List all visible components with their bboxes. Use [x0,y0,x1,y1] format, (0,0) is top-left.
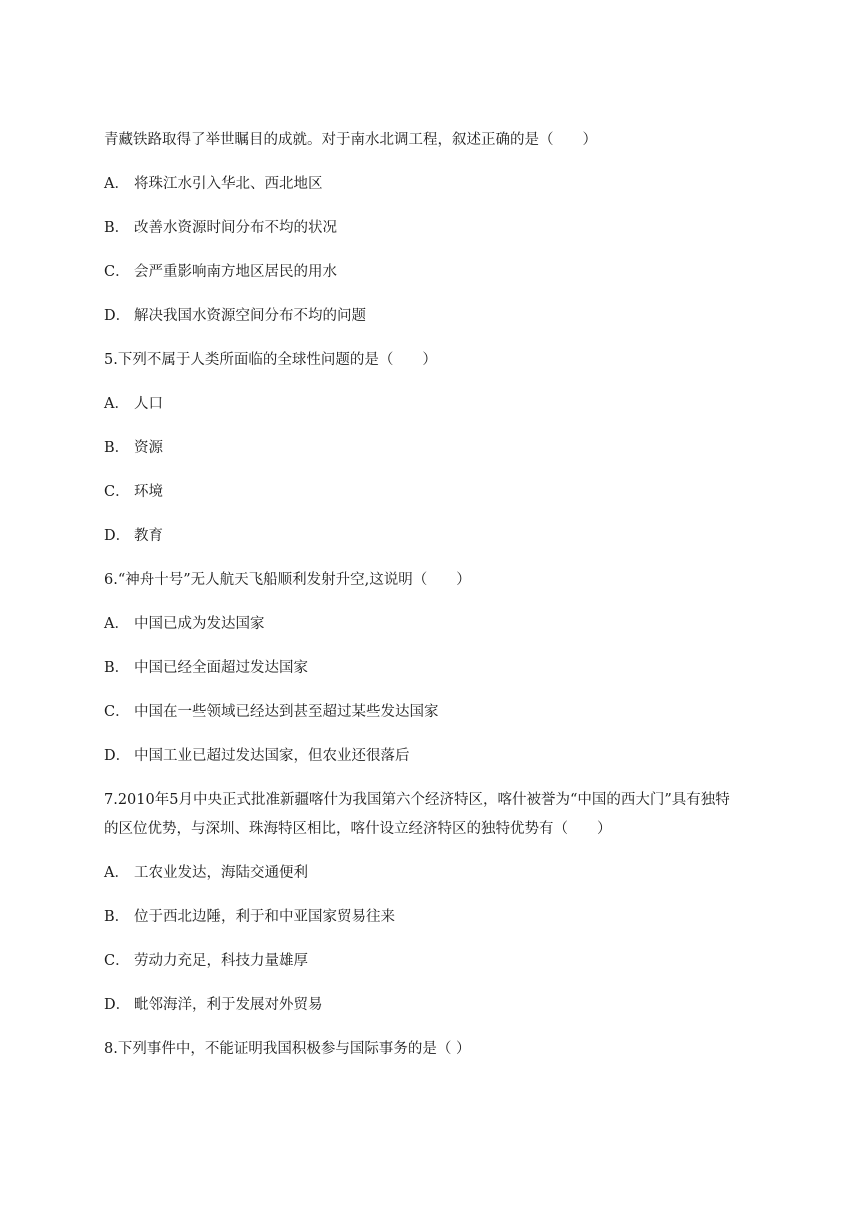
question-7-stem-line-1: 7.2010年5月中央正式批准新疆喀什为我国第六个经济特区，喀什被誉为“中国的西大门”具有独特 [104,792,730,808]
option-text: 毗邻海洋，利于发展对外贸易 [134,997,323,1013]
question-7-stem-line-2: 的区位优势，与深圳、珠海特区相比，喀什设立经济特区的独特优势有（ ） [104,821,612,837]
option-text: 中国工业已超过发达国家，但农业还很落后 [134,748,410,764]
option-letter: C． [104,704,130,720]
option-letter: D． [104,528,131,544]
option-letter: D． [104,748,131,764]
option-letter: C． [104,264,130,280]
option-letter: B． [104,909,130,925]
option-letter: C． [104,484,130,500]
option-letter: B． [104,440,130,456]
option-text: 解决我国水资源空间分布不均的问题 [134,308,366,324]
question-6-stem: 6.“神舟十号”无人航天飞船顺利发射升空,这说明（ ） [104,572,471,588]
option-text: 环境 [134,484,163,500]
option-letter: D． [104,308,131,324]
question-4-stem: 青藏铁路取得了举世瞩目的成就。对于南水北调工程，叙述正确的是（ ） [104,132,597,148]
q7-option-b [104,907,395,927]
question-8-stem: 8.下列事件中，不能证明我国积极参与国际事务的是（ ） [104,1041,471,1057]
option-letter: B． [104,660,130,676]
option-text: 中国在一些领域已经达到甚至超过某些发达国家 [134,704,439,720]
q6-option-a [104,614,265,634]
q4-option-d [104,306,366,326]
q6-option-d [104,746,410,766]
q5-option-d [104,526,163,546]
q4-option-a [104,174,323,194]
option-letter: D． [104,997,131,1013]
q5-option-b [104,438,163,458]
option-text: 会严重影响南方地区居民的用水 [134,264,337,280]
question-5-stem: 5.下列不属于人类所面临的全球性问题的是（ ） [104,352,437,368]
option-letter: A． [104,396,129,412]
option-text: 劳动力充足，科技力量雄厚 [134,953,308,969]
option-letter: A． [104,865,129,881]
option-text: 中国已经全面超过发达国家 [134,660,308,676]
option-text: 人口 [134,396,163,412]
option-text: 位于西北边陲，利于和中亚国家贸易往来 [134,909,395,925]
option-text: 资源 [134,440,163,456]
option-letter: B． [104,220,130,236]
q4-option-b [104,218,337,238]
q7-option-c [104,951,308,971]
option-text: 改善水资源时间分布不均的状况 [134,220,337,236]
option-letter: A． [104,176,129,192]
option-text: 教育 [134,528,163,544]
q5-option-a [104,394,163,414]
q6-option-c [104,702,439,722]
option-letter: C． [104,953,130,969]
option-text: 将珠江水引入华北、西北地区 [134,176,323,192]
option-text: 工农业发达，海陆交通便利 [134,865,308,881]
option-letter: A． [104,616,129,632]
option-text: 中国已成为发达国家 [134,616,265,632]
q5-option-c [104,482,163,502]
q6-option-b [104,658,308,678]
q4-option-c [104,262,337,282]
q7-option-d [104,995,323,1015]
q7-option-a [104,863,308,883]
